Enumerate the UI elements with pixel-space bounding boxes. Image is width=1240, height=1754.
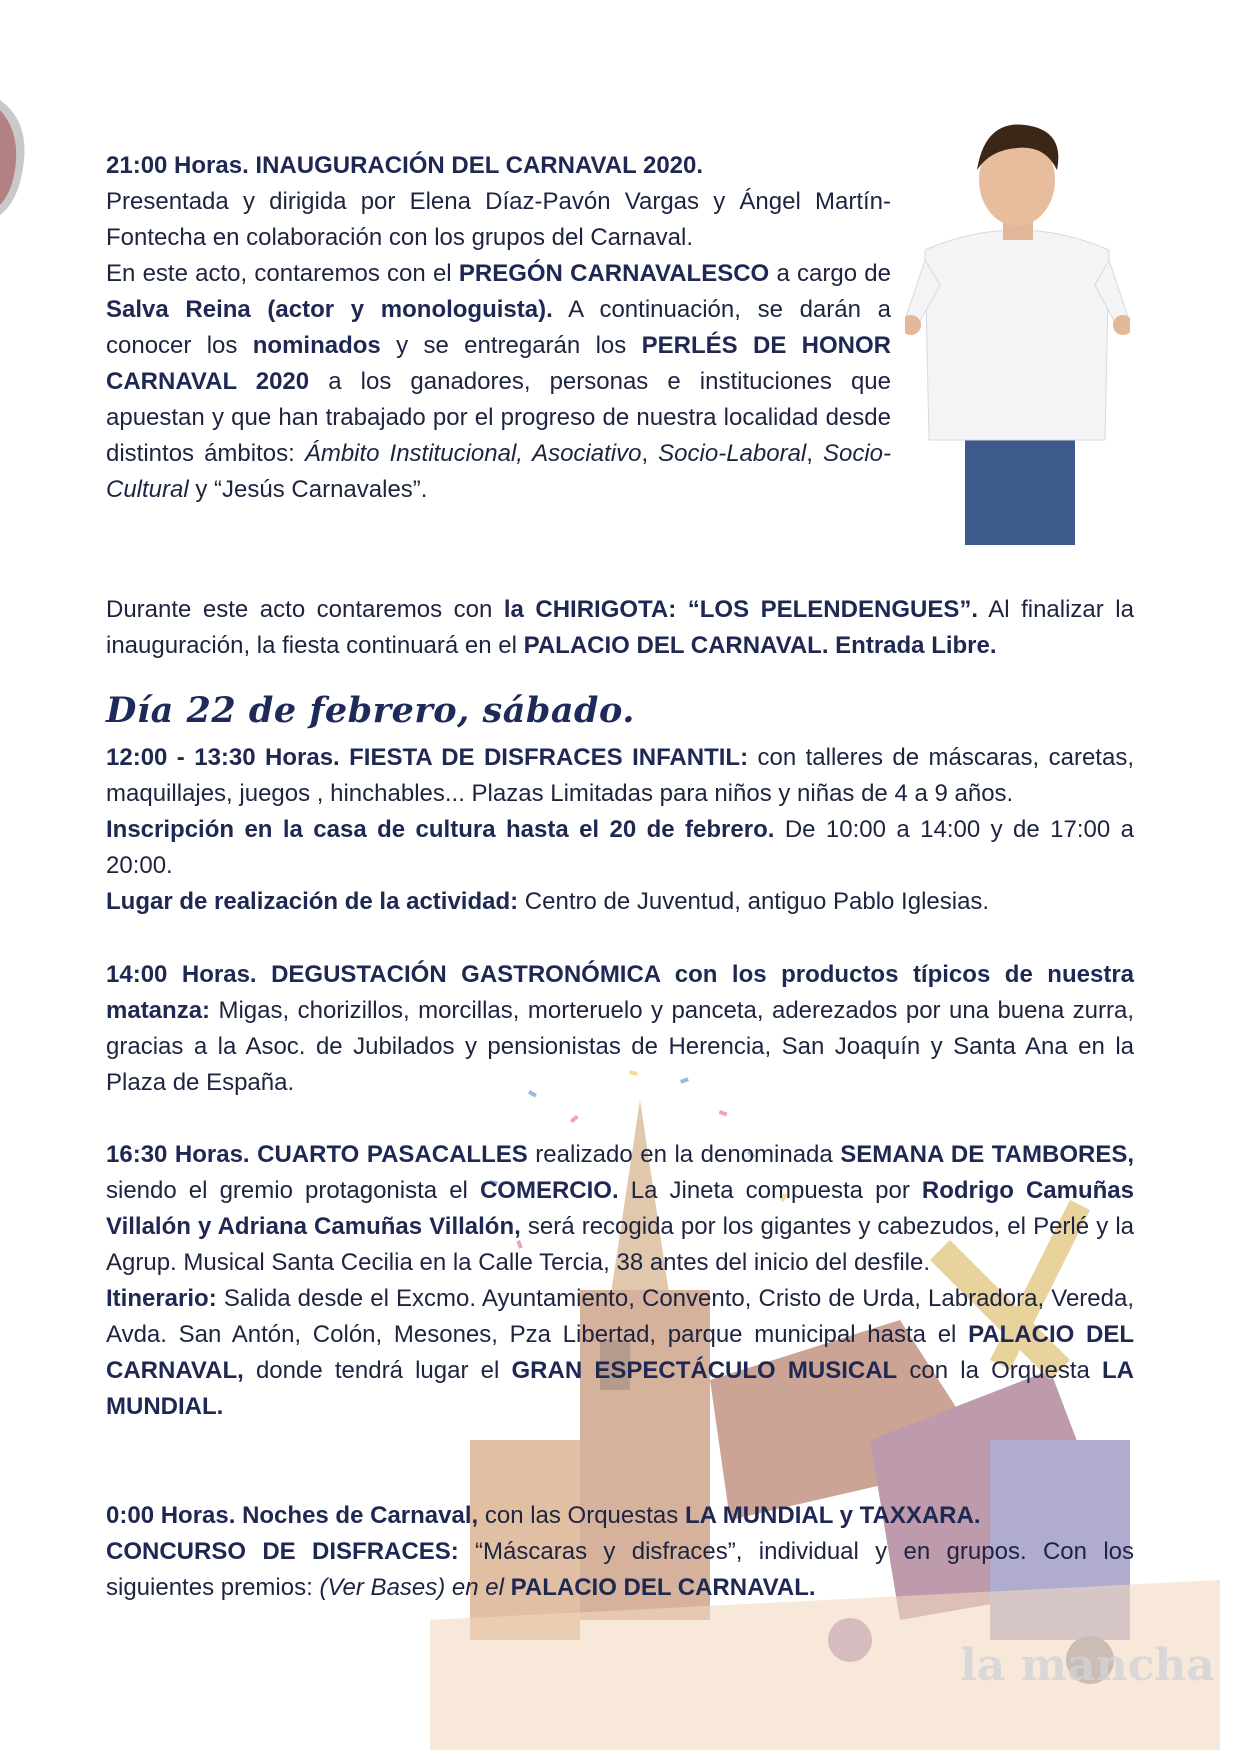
text-span: a los ganadores, personas e instituciones que apuestan y que han trabajado por el progreso de nuestra localidad desde distintos ámbitos: bbox=[106, 368, 891, 467]
event-inauguration-intro: Presentada y dirigida por Elena Díaz-Pavón Vargas y Ángel Martín-Fontecha en colaboración con los grupos del Carnaval. bbox=[106, 188, 891, 251]
edge-decoration-icon bbox=[0, 100, 30, 220]
text-bold: CONCURSO DE DISFRACES: bbox=[106, 1538, 459, 1565]
text-bold: SEMANA DE TAMBORES, bbox=[840, 1141, 1135, 1168]
text-bold: GRAN ESPECTÁCULO MUSICAL bbox=[511, 1357, 898, 1384]
text-bold: 14:00 Horas. DEGUSTACIÓN GASTRONÓMICA con los productos típicos de nuestra matanza: bbox=[106, 961, 1134, 1024]
presenter-photo bbox=[905, 110, 1130, 545]
text-bold: la CHIRIGOTA: “LOS PELENDENGUES”. bbox=[503, 596, 978, 623]
watermark: la mancha bbox=[960, 1640, 1215, 1691]
day-heading: Día 22 de febrero, sábado. bbox=[106, 690, 635, 731]
text-span: Salida desde el Excmo. Ayuntamiento, Convento, Cristo de Urda, Labradora, Vereda, Avda. San Antón, Colón, Mesones, Pza Libertad, parque municipal hasta el bbox=[106, 1285, 1134, 1348]
text-italic: (Ver Bases) bbox=[319, 1574, 446, 1601]
text-span: realizado en la denominada bbox=[527, 1141, 841, 1168]
text-bold: LA MUNDIAL y TAXXARA. bbox=[684, 1502, 981, 1529]
text-span: La Jineta compuesta por bbox=[618, 1177, 922, 1204]
event-inauguration-title: 21:00 Horas. INAUGURACIÓN DEL CARNAVAL 2020. bbox=[106, 152, 704, 179]
event-pasacalles bbox=[106, 1137, 1134, 1425]
text-span: “Máscaras y disfraces”, individual y en grupos. Con los siguientes premios: bbox=[106, 1538, 1134, 1601]
text-bold: COMERCIO. bbox=[479, 1177, 619, 1204]
text-bold: PERLÉS DE HONOR CARNAVAL 2020 bbox=[106, 332, 892, 395]
text-bold: PALACIO DEL CARNAVAL, bbox=[106, 1321, 1134, 1384]
text-bold: PALACIO DEL CARNAVAL. Entrada Libre. bbox=[523, 632, 997, 659]
text-bold: nominados bbox=[252, 332, 381, 359]
text-span: Centro de Juventud, antiguo Pablo Iglesias. bbox=[518, 888, 990, 915]
text-span: será recogida por los gigantes y cabezudos, el Perlé y la Agrup. Musical Santa Cecilia en la Calle Tercia, 38 antes del inicio del desfile. bbox=[106, 1213, 1135, 1276]
text-italic: Ámbito Institucional, Asociativo bbox=[304, 440, 642, 467]
event-inauguration bbox=[106, 148, 891, 508]
event-chirigota bbox=[106, 592, 1134, 664]
text-span: , bbox=[806, 440, 823, 467]
text-span: Al finalizar la inauguración, la fiesta continuará en el bbox=[106, 596, 1134, 659]
event-degustacion bbox=[106, 957, 1134, 1101]
text-span: Migas, chorizillos, morcillas, morteruelo y panceta, aderezados por una buena zurra, gracias a la Asoc. de Jubilados y pensionistas de Herencia, San Joaquín y Santa Ana en la Plaza de España. bbox=[106, 997, 1134, 1096]
text-bold: Itinerario: bbox=[106, 1285, 217, 1312]
text-italic: Socio-Cultural bbox=[106, 440, 891, 503]
event-inauguration-details bbox=[106, 256, 891, 508]
text-bold: LA MUNDIAL. bbox=[106, 1357, 1135, 1420]
text-span: con las Orquestas bbox=[478, 1502, 685, 1529]
text-bold: Lugar de realización de la actividad: bbox=[106, 888, 519, 915]
event-fiesta-infantil bbox=[106, 740, 1134, 920]
text-span: a cargo de bbox=[769, 260, 891, 287]
event-noches-carnaval bbox=[106, 1498, 1134, 1606]
text-bold: Inscripción en la casa de cultura hasta el 20 de febrero. bbox=[106, 816, 775, 843]
text-bold: Rodrigo Camuñas Villalón y Adriana Camuñas Villalón, bbox=[106, 1177, 1135, 1240]
text-bold: 0:00 Horas. Noches de Carnaval, bbox=[106, 1502, 479, 1529]
text-bold: PALACIO DEL CARNAVAL. bbox=[510, 1574, 816, 1601]
text-span: donde tendrá lugar el bbox=[243, 1357, 512, 1384]
text-span: A continuación, se darán a conocer los bbox=[106, 296, 891, 359]
text-italic: Socio-Laboral bbox=[658, 440, 807, 467]
text-span: con la Orquesta bbox=[897, 1357, 1103, 1384]
text-span: y se entregarán los bbox=[380, 332, 642, 359]
text-bold: Salva Reina (actor y monologuista). bbox=[106, 296, 553, 323]
text-span: con talleres de máscaras, caretas, maquillajes, juegos , hinchables... Plazas Limitadas para niños y niñas de 4 a 9 años. bbox=[106, 744, 1134, 807]
text-bold: PREGÓN CARNAVALESCO bbox=[458, 260, 770, 287]
text-italic: en el bbox=[445, 1574, 511, 1601]
text-bold: 16:30 Horas. CUARTO PASACALLES bbox=[106, 1141, 528, 1168]
text-span: siendo el gremio protagonista el bbox=[106, 1177, 480, 1204]
text-span: Durante este acto contaremos con bbox=[106, 596, 504, 623]
text-span: , bbox=[641, 440, 659, 467]
text-span: y “Jesús Carnavales”. bbox=[188, 476, 428, 503]
text-bold: 12:00 - 13:30 Horas. FIESTA DE DISFRACES INFANTIL: bbox=[106, 744, 749, 771]
text-span: En este acto, contaremos con el bbox=[106, 260, 459, 287]
text-span: De 10:00 a 14:00 y de 17:00 a 20:00. bbox=[106, 816, 1134, 879]
